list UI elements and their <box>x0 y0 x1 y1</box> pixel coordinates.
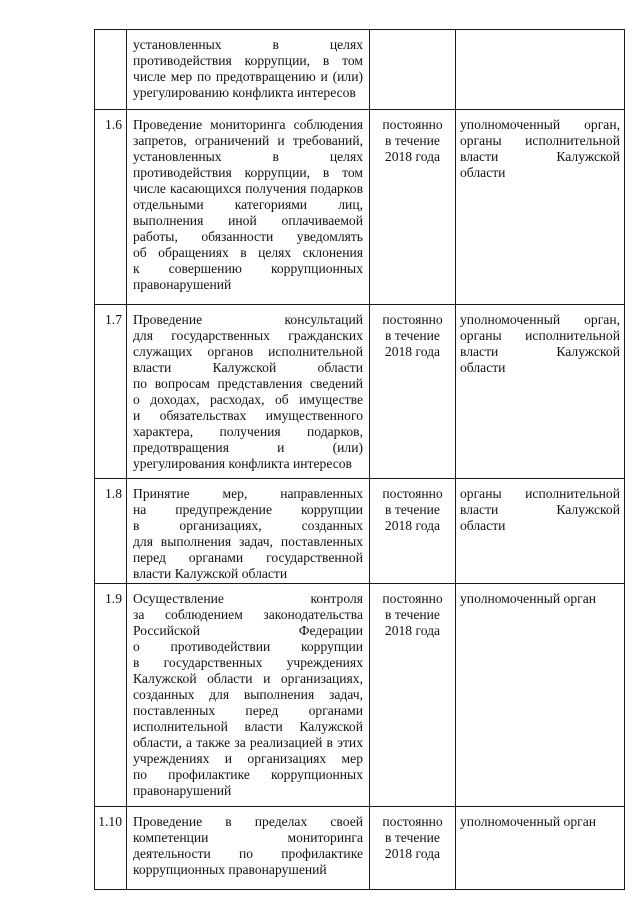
text-line: области <box>460 360 506 375</box>
text-line: выполнения иной оплачиваемой <box>133 213 363 228</box>
text-line: в течение <box>385 133 440 148</box>
measures-table-body <box>95 30 625 890</box>
text-line: уполномоченный орган, <box>460 117 620 132</box>
table-row <box>95 807 625 890</box>
deadline <box>370 110 456 305</box>
text-line: уполномоченный орган <box>460 591 597 606</box>
text-line: предотвращения и (или) <box>133 440 363 455</box>
text-line: в организациях, созданных <box>133 518 363 533</box>
deadline <box>370 584 456 807</box>
item-number: 1.9 <box>95 584 127 807</box>
measure-description <box>127 110 370 305</box>
text-line: области <box>460 518 506 533</box>
text-line: установленных в целях <box>133 37 363 52</box>
text-line: исполнительной власти Калужской <box>133 719 363 734</box>
text-line: поставленных перед органами <box>133 703 363 718</box>
text-line: числе мер по предотвращению и (или) <box>133 69 363 84</box>
text-line: установленных в целях <box>133 149 363 164</box>
text-line: власти Калужской <box>460 149 620 164</box>
text-line: власти Калужской <box>460 344 620 359</box>
measure-description <box>127 30 370 110</box>
text-line: власти Калужской <box>460 502 620 517</box>
text-line: правонарушений <box>133 783 232 798</box>
text-line: 2018 года <box>384 518 441 533</box>
table-row <box>95 30 625 110</box>
text-line: и обязательствах имущественного <box>133 408 363 423</box>
text-line: постоянно <box>382 486 443 501</box>
text-line: числе касающихся получения подарков <box>133 181 363 196</box>
responsible-executor <box>456 305 625 479</box>
text-line: 2018 года <box>384 623 441 638</box>
text-line: об обращениях в целях склонения <box>133 245 363 260</box>
measure-description <box>127 807 370 890</box>
measures-table <box>94 29 625 890</box>
responsible-executor <box>456 584 625 807</box>
deadline <box>370 30 456 110</box>
item-number: 1.7 <box>95 305 127 479</box>
responsible-executor <box>456 30 625 110</box>
text-line: к совершению коррупционных <box>133 261 363 276</box>
text-line: уполномоченный орган <box>460 814 597 829</box>
measure-description <box>127 305 370 479</box>
text-line: в государственных учреждениях <box>133 655 363 670</box>
measure-description <box>127 584 370 807</box>
text-line: противодействия коррупции, в том <box>133 53 363 68</box>
text-line: служащих органов исполнительной <box>133 344 363 359</box>
table-row <box>95 110 625 305</box>
text-line: коррупционных правонарушений <box>133 862 327 877</box>
measure-description <box>127 479 370 584</box>
responsible-executor <box>456 110 625 305</box>
text-line: созданных для выполнения задач, <box>133 687 363 702</box>
text-line: характера, получения подарков, <box>133 424 363 439</box>
item-number: 1.10 <box>95 807 127 890</box>
text-line: уполномоченный орган, <box>460 312 620 327</box>
text-line: перед органами государственной <box>133 550 363 565</box>
text-line: отдельными категориями лиц, <box>133 197 363 212</box>
text-line: по вопросам представления сведений <box>133 376 363 391</box>
text-line: Калужской области и организациях, <box>133 671 363 686</box>
deadline <box>370 807 456 890</box>
text-line: 2018 года <box>384 846 441 861</box>
text-line: органы исполнительной <box>460 328 620 343</box>
item-number: 1.8 <box>95 479 127 584</box>
text-line: власти Калужской области <box>133 566 288 581</box>
text-line: урегулирования конфликта интересов <box>133 456 352 471</box>
deadline <box>370 479 456 584</box>
responsible-executor <box>456 807 625 890</box>
table-row <box>95 584 625 807</box>
text-line: в течение <box>385 502 440 517</box>
text-line: на предупреждение коррупции <box>133 502 363 517</box>
text-line: для государственных гражданских <box>133 328 363 343</box>
item-number <box>95 30 127 110</box>
text-line: Проведение мониторинга соблюдения <box>133 117 363 132</box>
text-line: постоянно <box>382 312 443 327</box>
text-line: учреждениях и организациях мер <box>133 751 363 766</box>
text-line: 2018 года <box>384 149 441 164</box>
text-line: Российской Федерации <box>133 623 363 638</box>
text-line: правонарушений <box>133 277 232 292</box>
deadline <box>370 305 456 479</box>
text-line: Принятие мер, направленных <box>133 486 363 501</box>
text-line: органы исполнительной <box>460 133 620 148</box>
text-line: области, а также за реализацией в этих <box>133 735 363 750</box>
text-line: противодействия коррупции, в том <box>133 165 363 180</box>
text-line: Осуществление контроля <box>133 591 363 606</box>
text-line: Проведение консультаций <box>133 312 363 327</box>
text-line: в течение <box>385 830 440 845</box>
item-number: 1.6 <box>95 110 127 305</box>
text-line: Проведение в пределах своей <box>133 814 363 829</box>
text-line: по профилактике коррупционных <box>133 767 363 782</box>
text-line: за соблюдением законодательства <box>133 607 363 622</box>
text-line: компетенции мониторинга <box>133 830 363 845</box>
text-line: работы, обязанности уведомлять <box>133 229 363 244</box>
responsible-executor <box>456 479 625 584</box>
text-line: урегулированию конфликта интересов <box>133 85 356 100</box>
text-line: постоянно <box>382 814 443 829</box>
text-line: власти Калужской области <box>133 360 363 375</box>
text-line: постоянно <box>382 591 443 606</box>
text-line: о противодействии коррупции <box>133 639 363 654</box>
table-row <box>95 479 625 584</box>
table-row <box>95 305 625 479</box>
text-line: о доходах, расходах, об имуществе <box>133 392 363 407</box>
text-line: области <box>460 165 506 180</box>
text-line: постоянно <box>382 117 443 132</box>
text-line: для выполнения задач, поставленных <box>133 534 363 549</box>
text-line: 2018 года <box>384 344 441 359</box>
text-line: запретов, ограничений и требований, <box>133 133 363 148</box>
text-line: органы исполнительной <box>460 486 620 501</box>
text-line: в течение <box>385 328 440 343</box>
text-line: деятельности по профилактике <box>133 846 363 861</box>
text-line: в течение <box>385 607 440 622</box>
